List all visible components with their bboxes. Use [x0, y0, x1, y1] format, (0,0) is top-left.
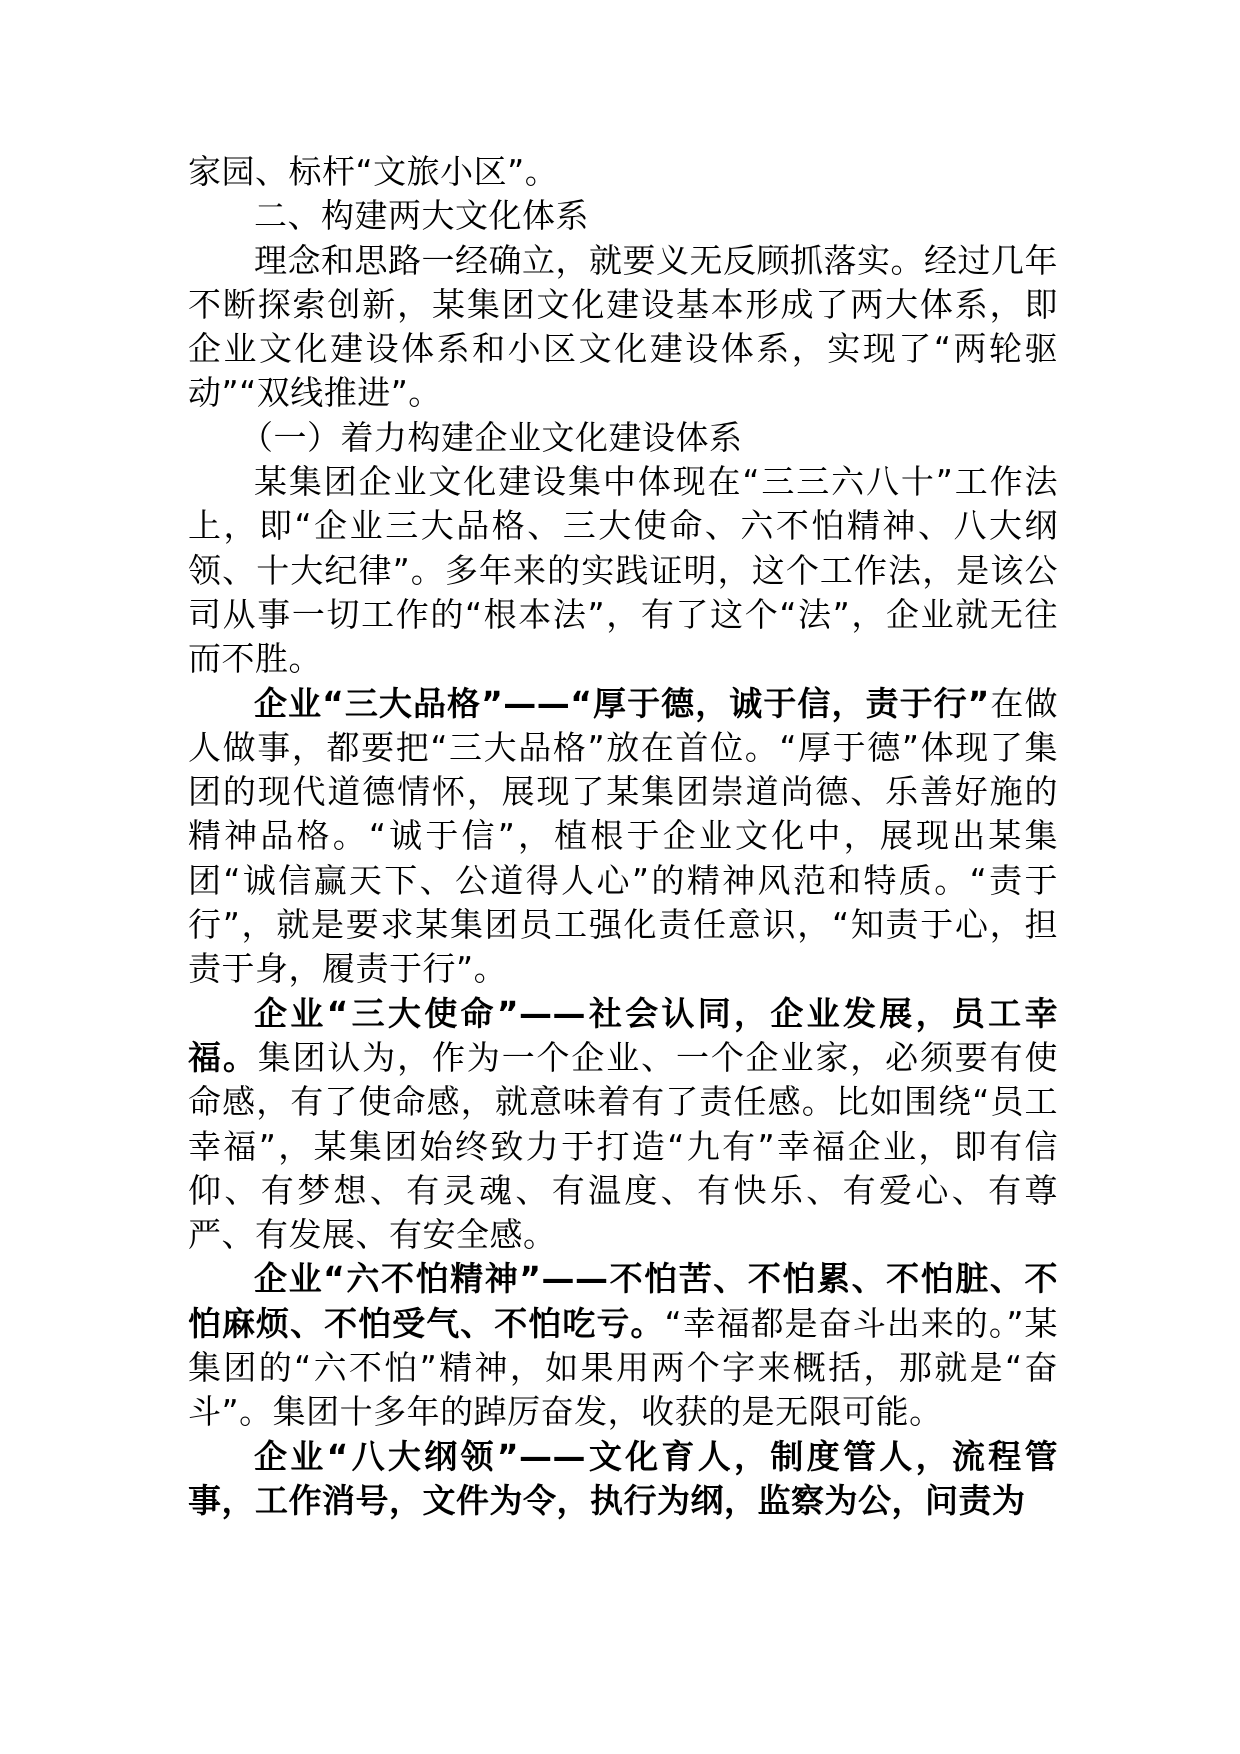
section-heading-3: （一）着力构建企业文化建设体系 [240, 417, 743, 457]
six-fears-lead: 企业“六不怕精神”——不怕苦、不怕累、不怕脏、不怕麻烦、不怕受气、不怕吃亏。 [188, 1259, 1058, 1343]
paragraph-method: 某集团企业文化建设集中体现在“三三六八十”工作法上，即“企业三大品格、三大使命、六不怕精神、八大纲领、十大纪律”。多年来的实践证明，这个工作法，是该公司从事一切工作的“根本法”，有了这个“法”，企业就无往而不胜。 [188, 462, 1058, 679]
three-qualities-text: 在做人做事，都要把“三大品格”放在首位。“厚于德”体现了集团的现代道德情怀，展现了某集团崇道尚德、乐善好施的精神品格。“诚于信”，植根于企业文化中，展现出某集团“诚信赢天下、公道得人心”的精神风范和特质。“责于行”，就是要求某集团员工强化责任意识，“知责于心，担责于身，履责于行”。 [188, 683, 1058, 989]
eight-principles-lead: 企业“八大纲领”——文化育人，制度管人，流程管事，工作消号，文件为令，执行为纲，监察为公，问责为 [188, 1436, 1058, 1520]
paragraph-three-qualities [188, 682, 1058, 992]
six-fears-text: “幸福都是奋斗出来的。”某集团的“六不怕”精神，如果用两个字来概括，那就是“奋斗”。集团十多年的踔厉奋发，收获的是无限可能。 [188, 1303, 1058, 1432]
document-body [188, 150, 1058, 1523]
three-missions-lead: 企业“三大使命”——社会认同，企业发展，员工幸福。 [188, 993, 1058, 1077]
three-qualities-lead: 企业“三大品格”——“厚于德，诚于信，责于行” [254, 683, 990, 723]
paragraph-eight-principles [188, 1435, 1058, 1524]
paragraph-three-missions [188, 992, 1058, 1258]
paragraph-six-fears [188, 1257, 1058, 1434]
paragraph-continuation: 家园、标杆“文旅小区”。 [188, 152, 559, 191]
paragraph-intro: 理念和思路一经确立，就要义无反顾抓落实。经过几年不断探索创新，某集团文化建设基本形成了两大体系，即企业文化建设体系和小区文化建设体系，实现了“两轮驱动”“双线推进”。 [188, 240, 1058, 413]
section-heading-2: 二、构建两大文化体系 [254, 196, 589, 236]
three-missions-text: 集团认为，作为一个企业、一个企业家，必须要有使命感，有了使命感，就意味着有了责任感。比如围绕“员工幸福”，某集团始终致力于打造“九有”幸福企业，即有信仰、有梦想、有灵魂、有温度、有快乐、有爱心、有尊严、有发展、有安全感。 [188, 1037, 1059, 1255]
